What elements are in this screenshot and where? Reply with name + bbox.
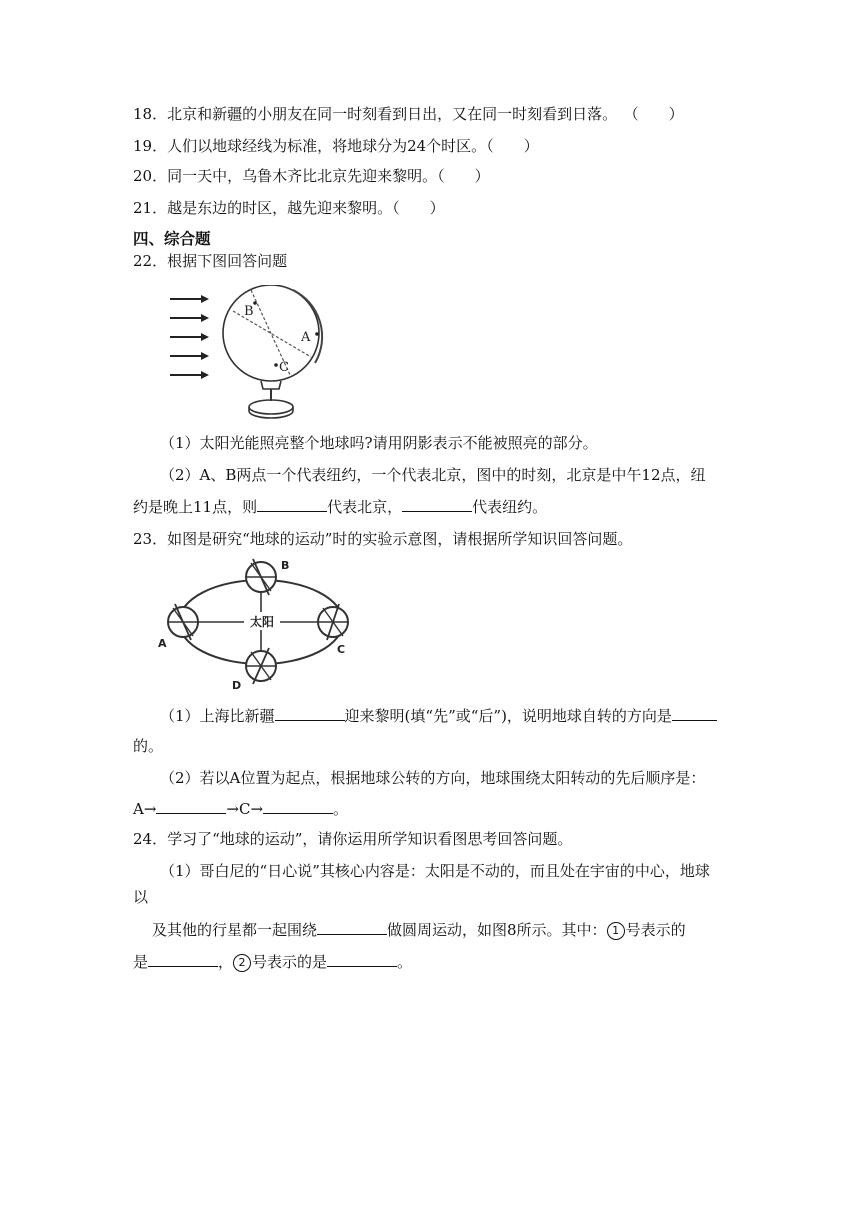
- question-24: [133, 829, 572, 849]
- answer-parenthesis: （ ）: [392, 199, 445, 217]
- question-text: 北京和新疆的小朋友在同一时刻看到日出，又在同一时刻看到日落。: [167, 105, 618, 123]
- label-b: B: [281, 559, 290, 572]
- question-22: [133, 251, 287, 271]
- circled-number-2: 2: [233, 954, 251, 972]
- earth-c: [318, 604, 348, 640]
- q23-part1-line1: [160, 706, 717, 726]
- q24-text-g: 。: [397, 953, 413, 971]
- sunlight-arrows: [170, 295, 209, 379]
- section-heading: 四、综合题: [133, 230, 211, 248]
- question-23: [133, 529, 632, 549]
- q22-part2-line2: [133, 497, 547, 517]
- q23-text-a: （1）上海比新疆: [160, 707, 275, 725]
- earth-a: [168, 604, 198, 640]
- question-text: 如图是研究“地球的运动”时的实验示意图，请根据所学知识回答问题。: [167, 530, 633, 548]
- answer-parenthesis: （ ）: [437, 167, 490, 185]
- point-a: [315, 332, 319, 336]
- globe-stand-neck: [261, 381, 281, 389]
- question-number: 19．: [133, 137, 168, 155]
- earth-d: [246, 648, 276, 684]
- question-21: [133, 198, 445, 218]
- answer-blank-center[interactable]: [317, 920, 387, 935]
- question-18: [133, 104, 684, 124]
- globe-stand-base: [249, 400, 293, 414]
- q24-part1-line1: （1）哥白尼的“日心说”其核心内容是：太阳是不动的，而且处在宇宙的中心，地球: [160, 862, 710, 880]
- label-a: A: [158, 637, 167, 650]
- q22-part1: （1）太阳光能照亮整个地球吗?请用阴影表示不能被照亮的部分。: [160, 434, 598, 452]
- q22-part2-line1: （2）A、B两点一个代表纽约，一个代表北京，图中的时刻，北京是中午12点，纽: [160, 466, 706, 484]
- label-c: C: [337, 643, 346, 656]
- question-number: 22．: [133, 252, 168, 270]
- q22-text-c: 代表纽约。: [472, 498, 548, 516]
- answer-blank-item-2[interactable]: [327, 952, 397, 967]
- q22-text-b: 代表北京，: [327, 498, 403, 516]
- sun-label: 太阳: [249, 615, 275, 629]
- question-19: [133, 136, 539, 156]
- question-20: [133, 166, 490, 186]
- question-number: 23．: [133, 530, 168, 548]
- q24-text-a: 及其他的行星都一起围绕: [152, 921, 318, 939]
- q23-text-e: 。: [333, 800, 349, 818]
- question-text: 人们以地球经线为标准，将地球分为24个时区。: [167, 137, 487, 155]
- answer-blank-beijing[interactable]: [257, 497, 327, 512]
- label-c: C: [279, 360, 289, 375]
- q22-text-a: 约是晚上11点，则: [133, 498, 258, 516]
- answer-blank-newyork[interactable]: [402, 497, 472, 512]
- point-c: [274, 363, 278, 367]
- question-text: 同一天中，乌鲁木齐比北京先迎来黎明。: [167, 167, 438, 185]
- answer-blank-first-or-later[interactable]: [275, 706, 345, 721]
- answer-blank-second-position[interactable]: [156, 799, 226, 814]
- q23-part2-line1: （2）若以A位置为起点，根据地球公转的方向，地球围绕太阳转动的先后顺序是：: [160, 769, 706, 787]
- answer-blank-fourth-position[interactable]: [263, 799, 333, 814]
- question-text: 学习了“地球的运动”，请你运用所学知识看图思考回答问题。: [167, 830, 573, 848]
- q24-part1-line3: [152, 920, 686, 940]
- q23-part2-line2: [133, 799, 348, 819]
- q24-text-f: 号表示的是: [252, 953, 328, 971]
- point-b: [253, 301, 257, 305]
- earth-b: [246, 559, 276, 595]
- circled-number-1: 1: [607, 922, 625, 940]
- label-d: D: [232, 679, 242, 692]
- orbit-figure: [155, 555, 365, 695]
- q23-text-d: →C→: [226, 800, 264, 818]
- q24-text-b: 做圆周运动，如图8所示。其中：: [387, 921, 607, 939]
- q23-part1-line2: 的。: [133, 737, 164, 755]
- q24-part1-line4: [133, 952, 412, 972]
- label-b: B: [244, 304, 254, 319]
- question-number: 18．: [133, 105, 168, 123]
- answer-blank-rotation-direction[interactable]: [672, 706, 717, 721]
- q23-text-c: A→: [133, 800, 157, 818]
- q23-text-b: 迎来黎明(填“先”或“后”)，说明地球自转的方向是: [344, 707, 672, 725]
- answer-blank-item-1[interactable]: [148, 952, 218, 967]
- q24-part1-line2: 以: [133, 888, 149, 906]
- answer-parenthesis: （ ）: [631, 105, 684, 123]
- question-number: 20．: [133, 167, 168, 185]
- q24-text-d: 是: [133, 953, 149, 971]
- answer-parenthesis: （ ）: [486, 137, 539, 155]
- question-number: 24．: [133, 830, 168, 848]
- q24-text-e: ，: [218, 953, 234, 971]
- globe-figure: [165, 285, 340, 420]
- label-a: A: [301, 330, 311, 345]
- question-text: 根据下图回答问题: [167, 252, 288, 270]
- q24-text-c: 号表示的: [625, 921, 686, 939]
- question-text: 越是东边的时区，越先迎来黎明。: [167, 199, 393, 217]
- question-number: 21．: [133, 199, 168, 217]
